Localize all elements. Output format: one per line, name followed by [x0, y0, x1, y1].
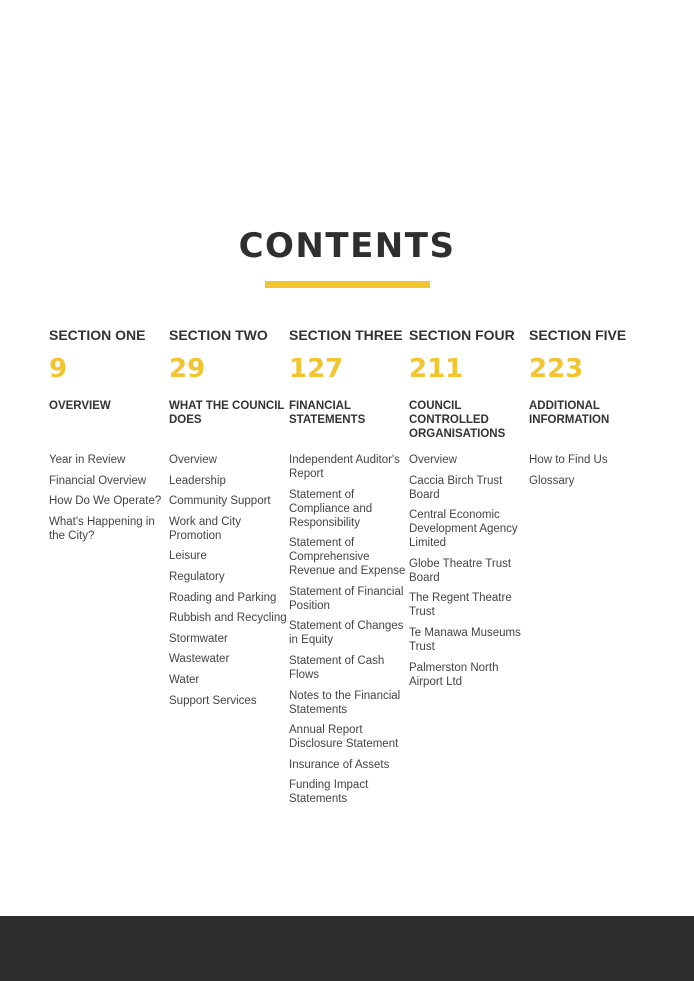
contents-item[interactable]: Leadership: [169, 474, 226, 487]
contents-item[interactable]: Roading and Parking: [169, 591, 277, 604]
contents-item[interactable]: How to Find Us: [529, 454, 608, 466]
contents-item[interactable]: Wastewater: [169, 653, 230, 666]
section-item-list: [529, 453, 647, 494]
section-page-number[interactable]: 223: [529, 354, 584, 384]
contents-item[interactable]: Statement of Comprehensive Revenue and Expense: [289, 537, 406, 578]
section-label: SECTION ONE: [49, 327, 146, 343]
contents-item[interactable]: Financial Overview: [49, 474, 147, 487]
section-label: SECTION FIVE: [529, 327, 627, 343]
section-label: SECTION FOUR: [409, 327, 515, 343]
section-item-list: [49, 453, 167, 549]
contents-item[interactable]: Statement of Financial Position: [289, 585, 404, 612]
contents-item[interactable]: Funding Impact Statements: [289, 779, 369, 806]
section-page-number[interactable]: 211: [409, 354, 464, 384]
contents-item[interactable]: Leisure: [169, 550, 207, 563]
section-page-number[interactable]: 29: [169, 354, 206, 384]
section-heading: COUNCIL CONTROLLED ORGANISATIONS: [409, 400, 506, 440]
section-heading: WHAT THE COUNCIL DOES: [169, 400, 285, 426]
contents-item[interactable]: Work and City Promotion: [169, 515, 242, 542]
contents-item[interactable]: Water: [169, 673, 200, 686]
contents-item[interactable]: Overview: [409, 454, 457, 466]
contents-item[interactable]: Caccia Birch Trust Board: [409, 474, 503, 501]
contents-item[interactable]: Regulatory: [169, 570, 225, 583]
section-item-list: [409, 453, 527, 695]
title-underline: [265, 281, 430, 288]
contents-item[interactable]: Rubbish and Recycling: [169, 612, 287, 625]
section-page-number[interactable]: 9: [49, 354, 68, 384]
section-heading: FINANCIAL STATEMENTS: [289, 400, 366, 426]
section-item-list: [169, 453, 287, 714]
section-page-number[interactable]: 127: [289, 354, 344, 384]
contents-item[interactable]: Independent Auditor's Report: [289, 454, 400, 480]
section-label: SECTION TWO: [169, 327, 268, 343]
contents-item[interactable]: Stormwater: [169, 632, 228, 645]
page-title: CONTENTS: [238, 226, 456, 266]
contents-item[interactable]: Te Manawa Museums Trust: [409, 626, 521, 653]
contents-item[interactable]: Globe Theatre Trust Board: [409, 557, 512, 584]
contents-item[interactable]: Community Support: [169, 495, 271, 508]
contents-item[interactable]: Notes to the Financial Statements: [289, 689, 401, 716]
contents-item[interactable]: Statement of Changes in Equity: [289, 620, 404, 647]
section-item-list: [289, 453, 407, 813]
contents-item[interactable]: Support Services: [169, 694, 257, 707]
contents-item[interactable]: The Regent Theatre Trust: [409, 592, 512, 619]
contents-item[interactable]: Glossary: [529, 474, 575, 487]
contents-item[interactable]: Statement of Compliance and Responsibility: [289, 488, 373, 529]
footer-band: [0, 916, 694, 981]
contents-item[interactable]: What's Happening in the City?: [49, 515, 155, 542]
contents-item[interactable]: Statement of Cash Flows: [289, 654, 385, 681]
contents-item[interactable]: How Do We Operate?: [49, 495, 162, 508]
section-heading: ADDITIONAL INFORMATION: [529, 400, 610, 426]
contents-item[interactable]: Overview: [169, 454, 217, 466]
sections-grid: [49, 327, 649, 847]
contents-item[interactable]: Palmerston North Airport Ltd: [409, 661, 499, 688]
section-label: SECTION THREE: [289, 327, 403, 343]
contents-item[interactable]: Annual Report Disclosure Statement: [289, 724, 399, 751]
contents-item[interactable]: Insurance of Assets: [289, 758, 390, 771]
contents-item[interactable]: Year in Review: [49, 454, 126, 466]
section-heading: OVERVIEW: [49, 400, 111, 412]
contents-item[interactable]: Central Economic Development Agency Limited: [409, 509, 518, 550]
